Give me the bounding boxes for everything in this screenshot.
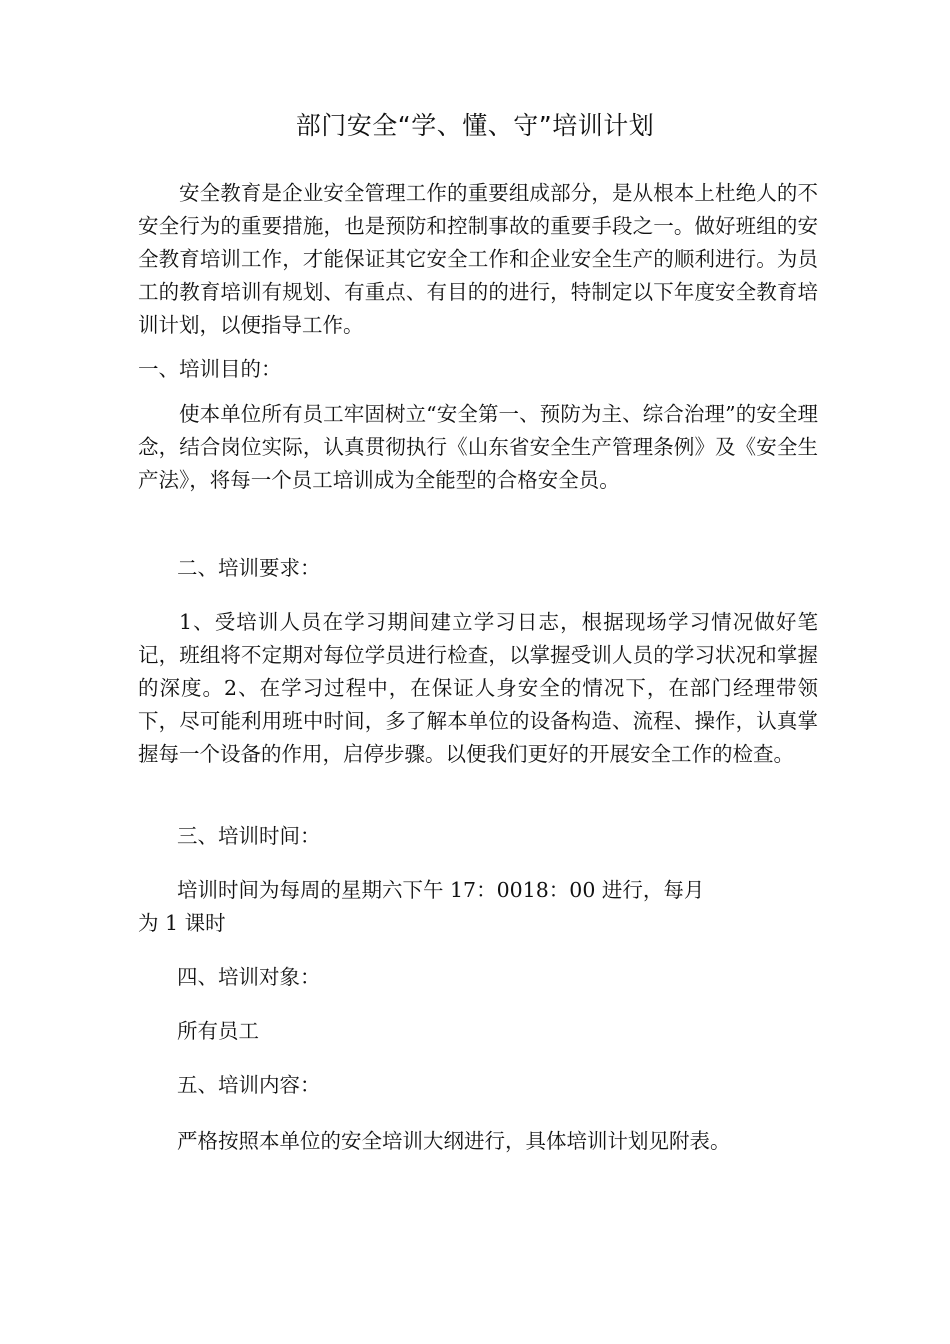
requirements-paragraph: 1、受培训人员在学习期间建立学习日志，根据现场学习情况做好笔记，班组将不定期对每位学员进行检查，以掌握受训人员的学习状况和掌握的深度。2、在学习过程中，在保证人身安全的情况下，在部门经理带领下，尽可能利用班中时间，多了解本单位的设备构造、流程、操作，认真掌握每一个设备的作用，启停步骤。以便我们更好的开展安全工作的检查。	[138, 610, 818, 766]
purpose-heading: 一、培训目的：	[138, 357, 282, 381]
time-paragraph-line1: 培训时间为每周的星期六下午 17：0018：00 进行，每月	[177, 878, 705, 902]
content-heading: 五、培训内容：	[177, 1073, 321, 1097]
intro-paragraph: 安全教育是企业安全管理工作的重要组成部分，是从根本上杜绝人的不安全行为的重要措施，也是预防和控制事故的重要手段之一。做好班组的安全教育培训工作，才能保证其它安全工作和企业安全生产的顺利进行。为员工的教育培训有规划、有重点、有目的的进行，特制定以下年度安全教育培训计划，以便指导工作。	[138, 181, 818, 337]
requirements-heading: 二、培训要求：	[177, 556, 321, 580]
purpose-paragraph: 使本单位所有员工牢固树立“安全第一、预防为主、综合治理”的安全理念，结合岗位实际，认真贯彻执行《山东省安全生产管理条例》及《安全生产法》，将每一个员工培训成为全能型的合格安全员。	[138, 402, 818, 492]
audience-heading: 四、培训对象：	[177, 965, 321, 989]
audience-paragraph: 所有员工	[177, 1019, 259, 1043]
time-paragraph-line2: 为 1 课时	[138, 911, 226, 935]
time-heading: 三、培训时间：	[177, 824, 321, 848]
content-paragraph: 严格按照本单位的安全培训大纲进行，具体培训计划见附表。	[177, 1129, 731, 1153]
document-title: 部门安全“学、懂、守”培训计划	[295, 111, 655, 140]
